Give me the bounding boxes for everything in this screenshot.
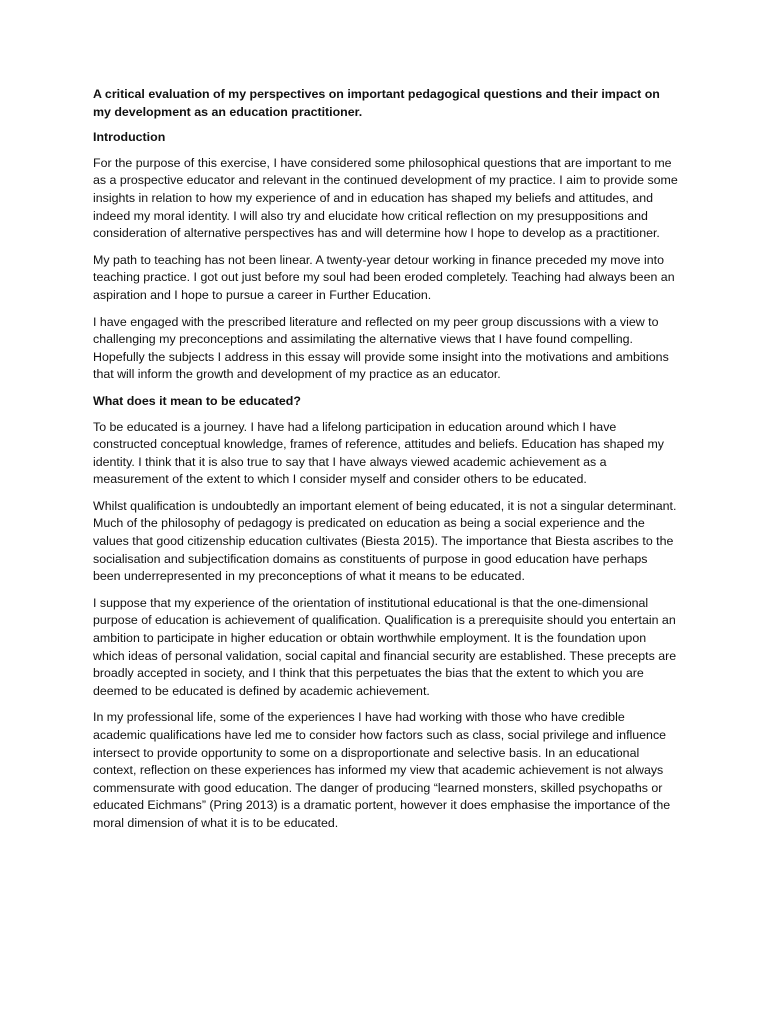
document-title: A critical evaluation of my perspectives on important pedagogical questions and their impact on my development as an education practitioner. [93,87,660,119]
paragraph: I suppose that my experience of the orientation of institutional educational is that the one-dimensional purpose of education is achievement of qualification. Qualification is a prerequisite should you entertain an ambition to participate in higher education or obtain worthwhile employment. It is the foundation upon which ideas of personal validation, social capital and financial security are established. These precepts are broadly accepted in society, and I think that this perpetuates the bias that the extent to which you are deemed to be educated is defined by academic achievement. [93,595,677,698]
section-heading-what-does-it-mean: What does it mean to be educated? [93,393,301,408]
paragraph: My path to teaching has not been linear. A twenty-year detour working in finance preceded my move into teaching practice. I got out just before my soul had been eroded completely. Teaching had always been an aspiration and I hope to pursue a career in Further Education. [93,252,675,302]
paragraph: I have engaged with the prescribed literature and reflected on my peer group discussions with a view to challenging my preconceptions and assimilating the alternative views that I have found compelling. Hopefully the subjects I address in this essay will provide some insight into the motivations and ambitions that will inform the growth and development of my practice as an educator. [93,314,669,382]
section-heading-introduction: Introduction [93,130,166,145]
paragraph: Whilst qualification is undoubtedly an important element of being educated, it is not a singular determinant. Much of the philosophy of pedagogy is predicated on education as being a social experience and the values that good citizenship education cultivates (Biesta 2015). The importance that Biesta ascribes to the socialisation and subjectification domains as constituents of purpose in good education have perhaps been underrepresented in my preconceptions of what it means to be educated. [93,498,677,584]
paragraph: For the purpose of this exercise, I have considered some philosophical questions that are important to me as a prospective educator and relevant in the continued development of my practice. I aim to provide some insights in relation to how my experience of and in education has shaped my beliefs and attitudes, and indeed my moral identity. I will also try and elucidate how critical reflection on my presuppositions and consideration of alternative perspectives has and will determine how I hope to develop as a practitioner. [93,155,678,241]
document-page [93,86,678,842]
paragraph: To be educated is a journey. I have had a lifelong participation in education around which I have constructed conceptual knowledge, frames of reference, attitudes and beliefs. Education has shaped my identity. I think that it is also true to say that I have always viewed academic achievement as a measurement of the extent to which I consider myself and consider others to be educated. [93,419,664,487]
paragraph: In my professional life, some of the experiences I have had working with those who have credible academic qualifications have led me to consider how factors such as class, social privilege and influence intersect to provide opportunity to some on a disproportionate and selective basis. In an educational context, reflection on these experiences has informed my view that academic achievement is not always commensurate with good education. The danger of producing “learned monsters, skilled psychopaths or educated Eichmans” (Pring 2013) is a dramatic portent, however it does emphasise the importance of the moral dimension of what it is to be educated. [93,710,671,830]
